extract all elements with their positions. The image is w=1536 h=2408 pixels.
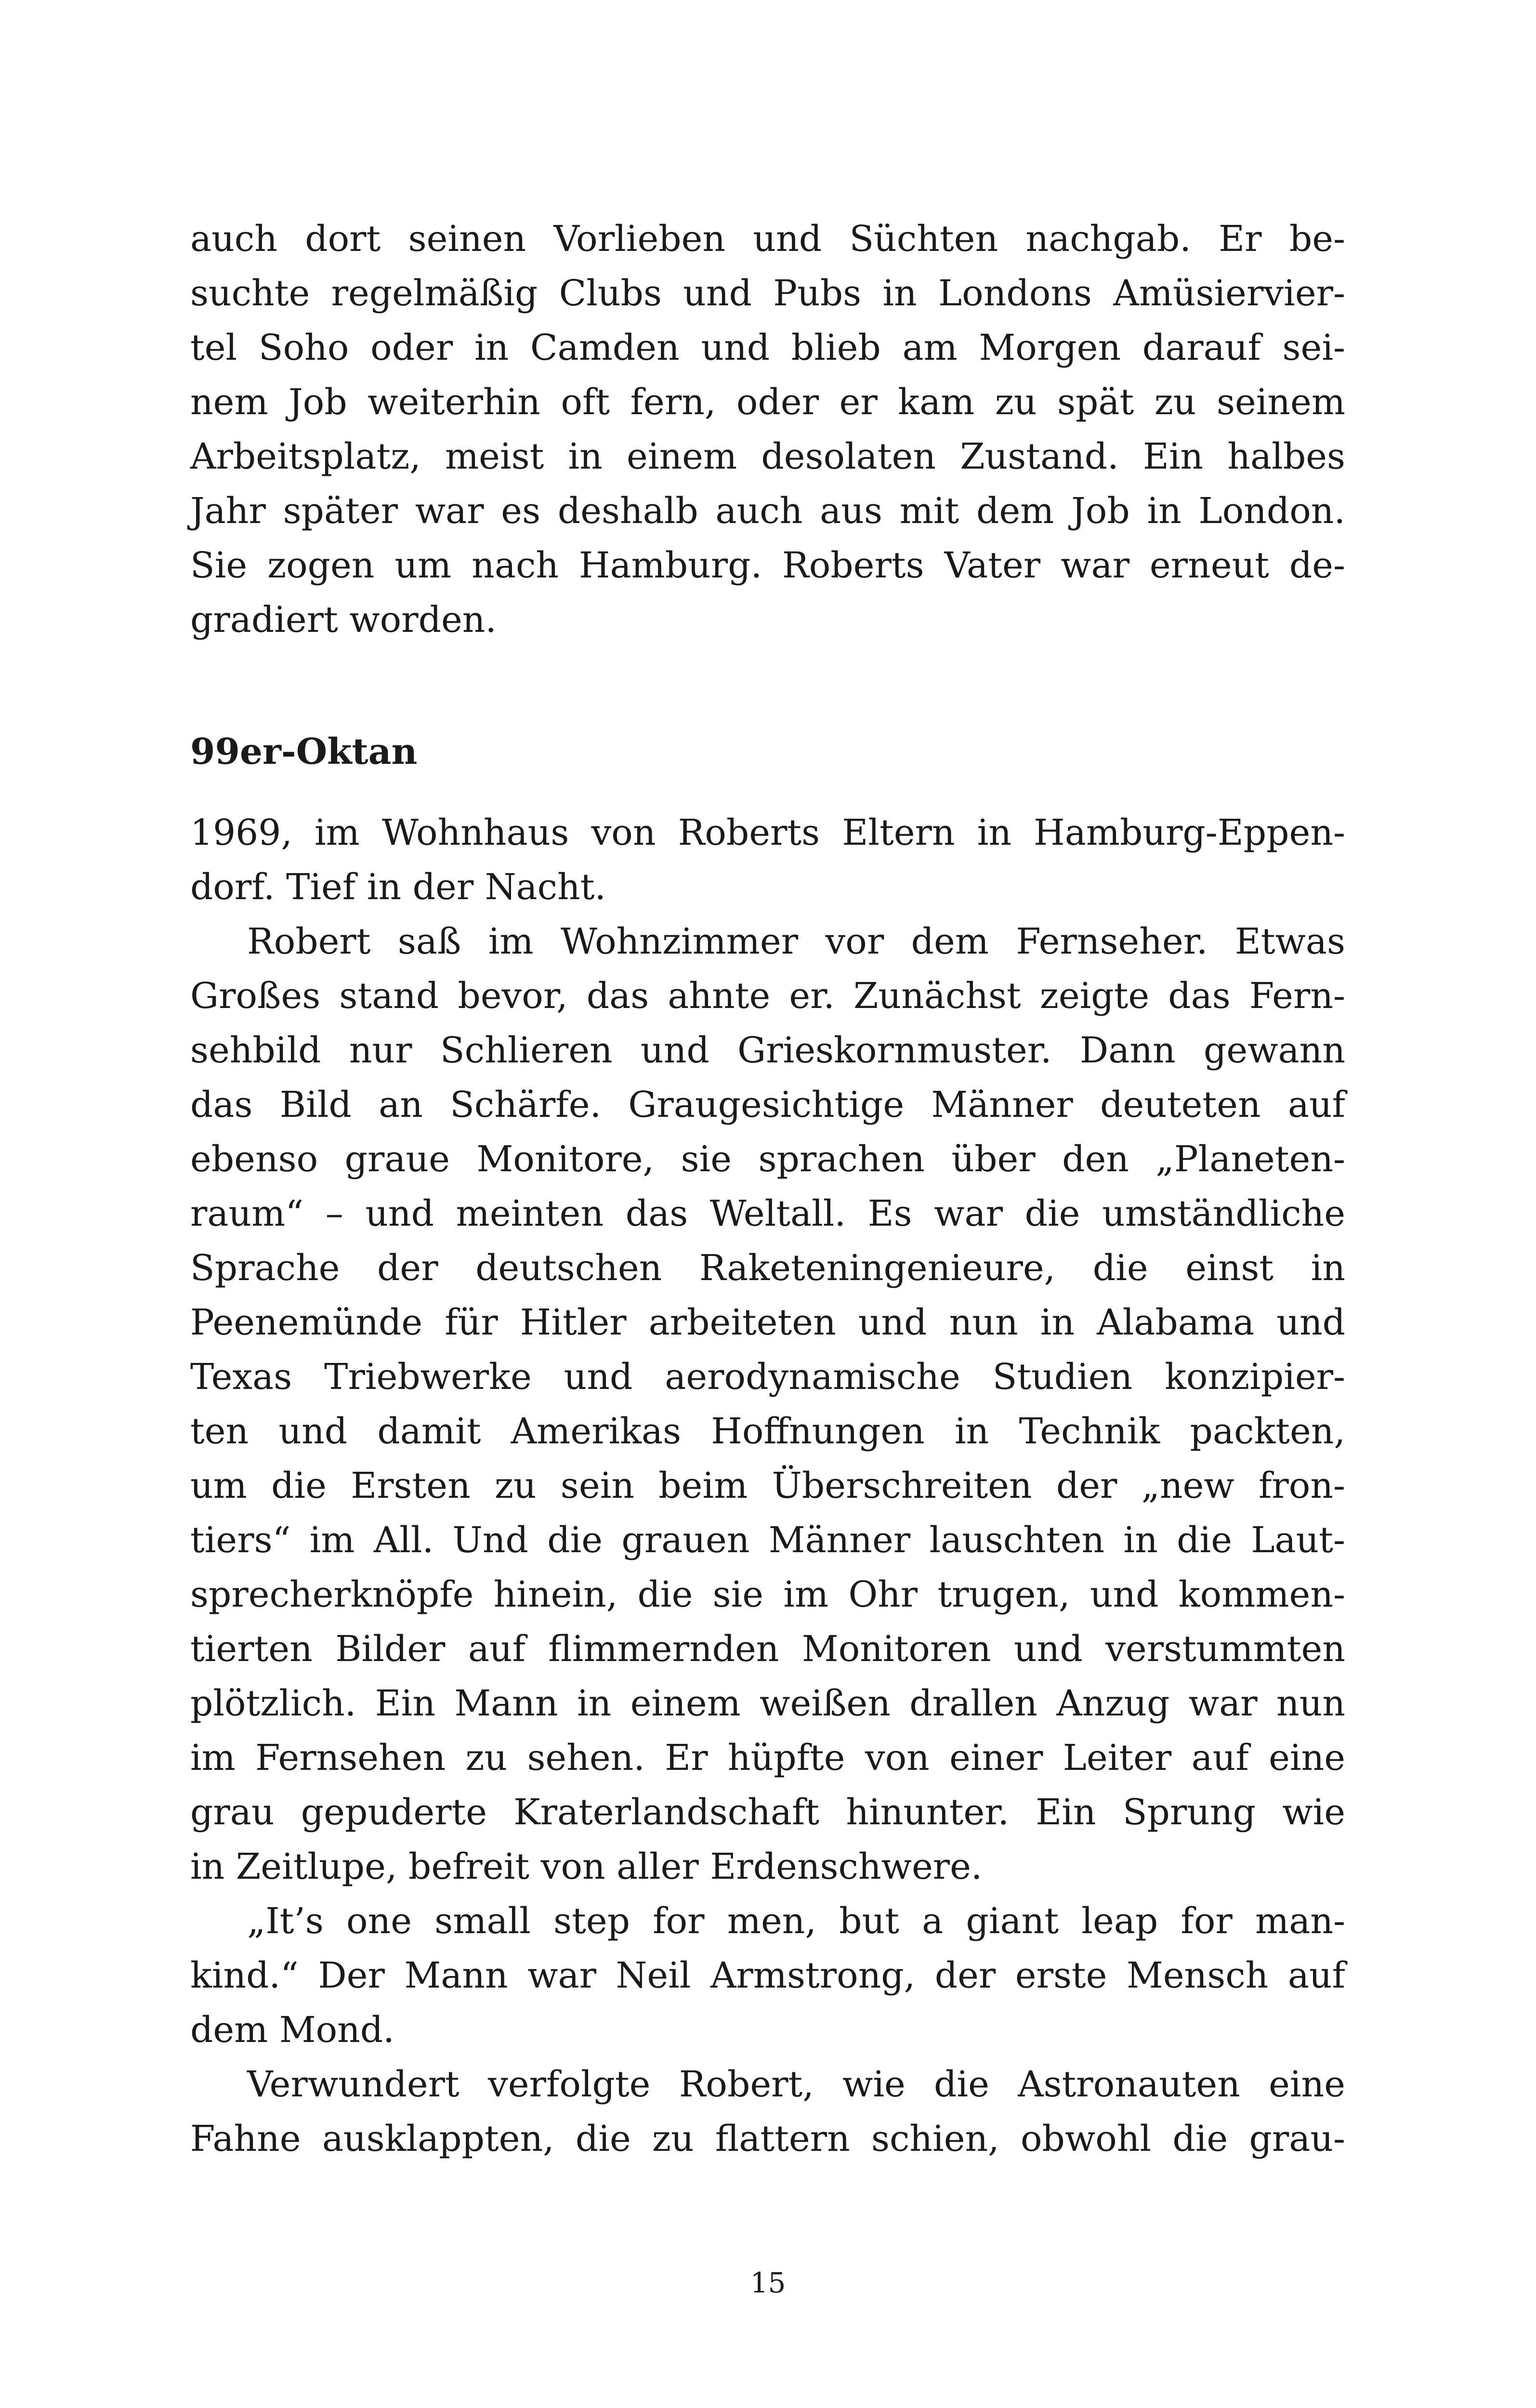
text-line: grau gepuderte Kraterlandschaft hinunter. Ein Sprung wie <box>190 1792 1345 1833</box>
text-line: Fahne ausklappten, die zu flattern schien, obwohl die grau- <box>190 2118 1345 2159</box>
text-line: in Zeitlupe, befreit von aller Erdenschwere. <box>190 1846 983 1887</box>
text-line: Sie zogen um nach Hamburg. Roberts Vater war erneut de- <box>190 545 1345 586</box>
text-line: plötzlich. Ein Mann in einem weißen drallen Anzug war nun <box>190 1683 1345 1724</box>
text-line: „It’s one small step for men, but a giant leap for man- <box>247 1900 1345 1942</box>
text-line: 1969, im Wohnhaus von Roberts Eltern in Hamburg-Eppen- <box>190 812 1345 853</box>
text-line: um die Ersten zu sein beim Überschreiten der „new fron- <box>190 1465 1345 1506</box>
text-line: Robert saß im Wohnzimmer vor dem Fernseher. Etwas <box>247 921 1345 962</box>
text-line: auch dort seinen Vorlieben und Süchten nachgab. Er be- <box>190 218 1345 260</box>
page-number: 15 <box>750 2266 786 2299</box>
text-line: raum“ – und meinten das Weltall. Es war die umständliche <box>190 1193 1345 1234</box>
text-line: Verwundert verfolgte Robert, wie die Astronauten eine <box>247 2064 1345 2105</box>
text-line: sprecherknöpfe hinein, die sie im Ohr trugen, und kommen- <box>190 1574 1345 1615</box>
text-line: kind.“ Der Mann war Neil Armstrong, der erste Mensch auf <box>190 1955 1345 1996</box>
text-line: ebenso graue Monitore, sie sprachen über den „Planeten- <box>190 1139 1345 1180</box>
text-line: Sprache der deutschen Raketeningenieure, die einst in <box>190 1247 1345 1289</box>
text-line: nem Job weiterhin oft fern, oder er kam zu spät zu seinem <box>190 381 1345 423</box>
text-line: das Bild an Schärfe. Graugesichtige Männer deuteten auf <box>190 1084 1345 1125</box>
text-line: tierten Bilder auf flimmernden Monitoren und verstummten <box>190 1628 1345 1670</box>
section-heading: 99er-Oktan <box>190 731 418 772</box>
text-line: suchte regelmäßig Clubs und Pubs in Londons Amüsiervier- <box>190 273 1345 314</box>
text-line: im Fernsehen zu sehen. Er hüpfte von einer Leiter auf eine <box>190 1737 1345 1779</box>
intro-paragraph <box>190 212 1345 647</box>
text-line: ten und damit Amerikas Hoffnungen in Technik packten, <box>190 1411 1345 1452</box>
section-body <box>190 806 1345 2166</box>
text-line: gradiert worden. <box>190 599 497 641</box>
text-line: tel Soho oder in Camden und blieb am Morgen darauf sei- <box>190 327 1345 368</box>
text-line: Peenemünde für Hitler arbeiteten und nun in Alabama und <box>190 1302 1345 1343</box>
text-line: tiers“ im All. Und die grauen Männer lauschten in die Laut- <box>190 1519 1345 1561</box>
text-line: Großes stand bevor, das ahnte er. Zunächst zeigte das Fern- <box>190 975 1345 1017</box>
text-line: Arbeitsplatz, meist in einem desolaten Zustand. Ein halbes <box>190 436 1345 477</box>
text-line: dem Mond. <box>190 2009 394 2051</box>
text-line: Jahr später war es deshalb auch aus mit dem Job in London. <box>190 490 1345 532</box>
text-line: Texas Triebwerke und aerodynamische Studien konzipier- <box>190 1356 1345 1398</box>
text-line: dorf. Tief in der Nacht. <box>190 866 606 908</box>
text-line: sehbild nur Schlieren und Grieskornmuster. Dann gewann <box>190 1030 1345 1071</box>
